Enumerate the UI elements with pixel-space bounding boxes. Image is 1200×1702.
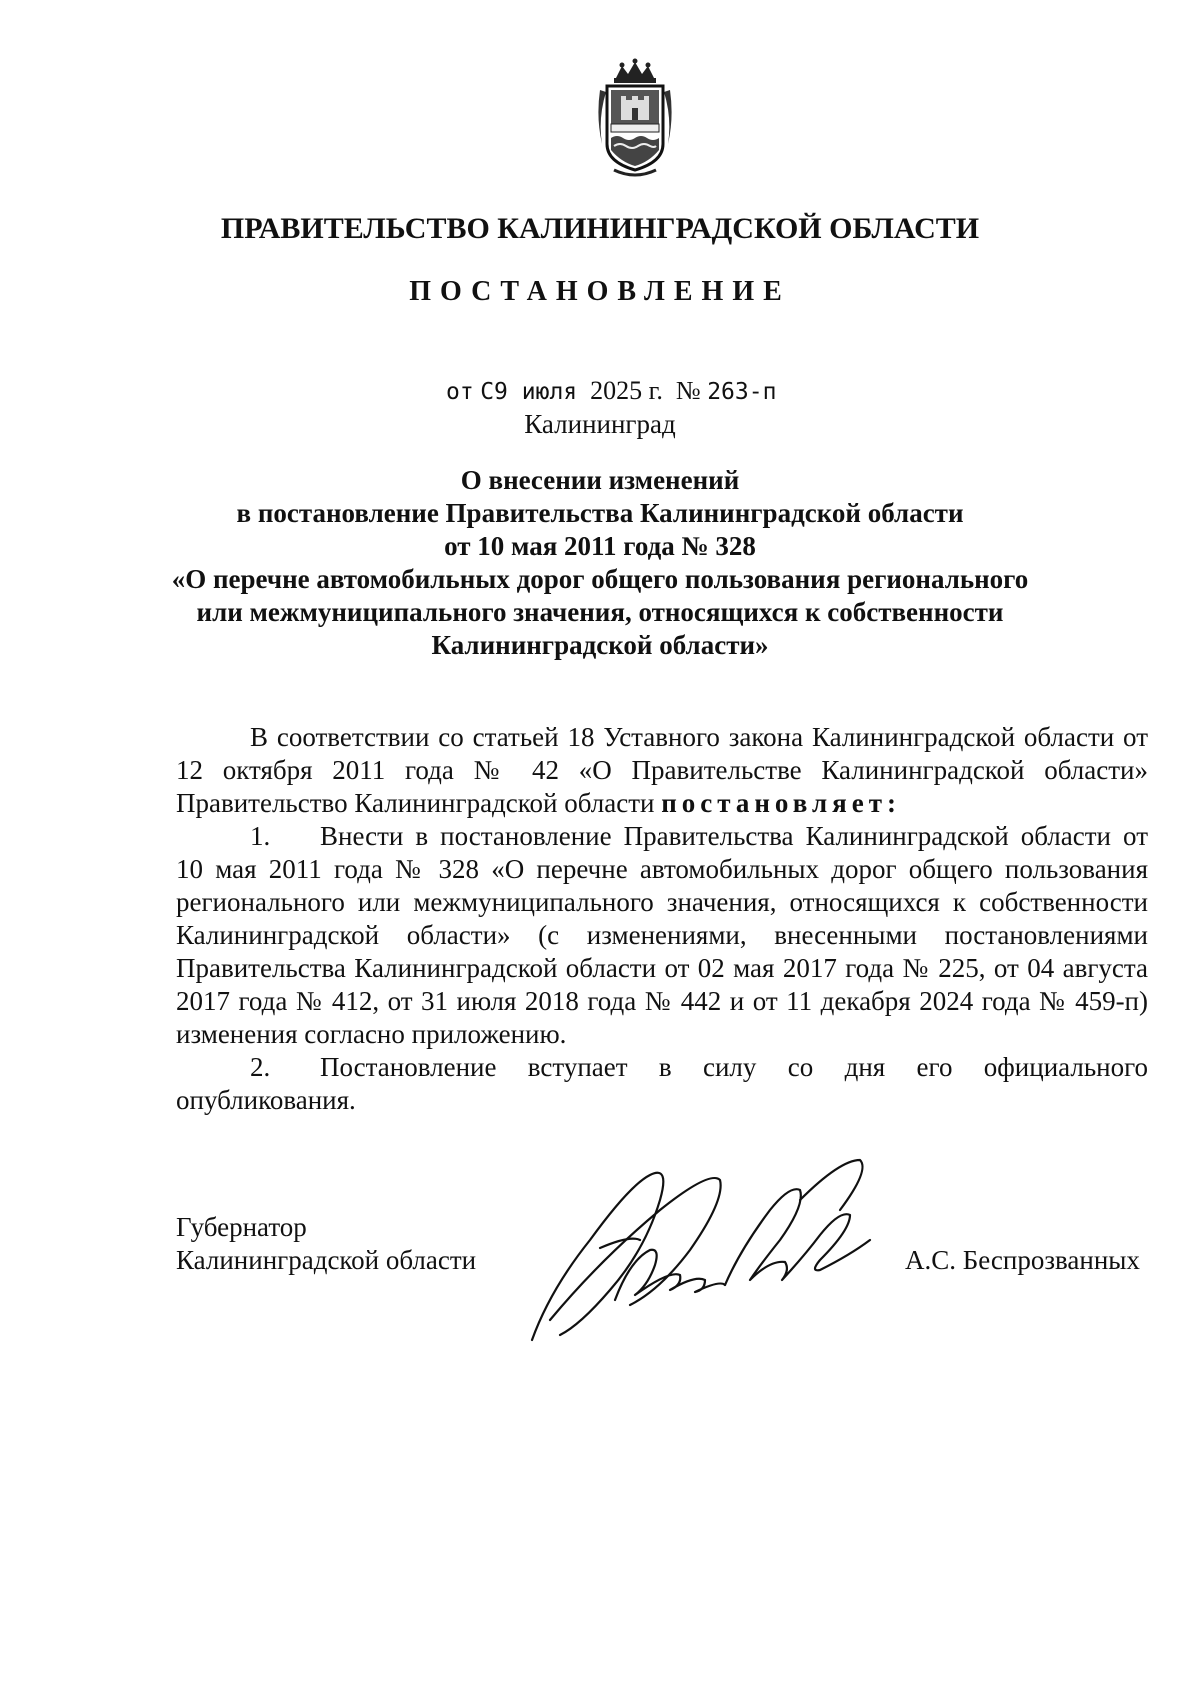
- number-sign: №: [675, 376, 701, 405]
- decree-word: постановляет:: [661, 788, 901, 818]
- coat-of-arms-icon: [594, 58, 676, 180]
- item-number: 2.: [250, 1052, 271, 1082]
- signatory-name: А.С. Беспрозванных: [905, 1245, 1140, 1275]
- item-text: Внести в постановление Правительства Калининградской области от 10 мая 2011 года № 328 «О перечне автомобильных дорог общего пользования регионального или межмуниципального значения, относящихся к собственности Калининградской области» (с изменениями, внесенными постановлениями Правительства Калининградской области от 02 мая 2017 года № 225, от 04 августа 2017 года № 412, от 31 июля 2018 года № 442 и от 11 декабря 2024 года № 459-п) изменения согласно приложению.: [176, 821, 1148, 1049]
- document-date-line: [446, 376, 776, 406]
- subject-line: от 10 мая 2011 года № 328: [444, 531, 756, 561]
- document-subject: [0, 464, 1200, 662]
- subject-line: или межмуниципального значения, относящихся к собственности: [196, 597, 1004, 627]
- preamble-paragraph: [176, 721, 1148, 820]
- subject-line: «О перечне автомобильных дорог общего пользования регионального: [171, 564, 1029, 594]
- document-body: [176, 721, 1148, 1117]
- document-number: 263-п: [707, 379, 777, 405]
- document-type: ПОСТАНОВЛЕНИЕ: [409, 276, 791, 307]
- government-title: ПРАВИТЕЛЬСТВО КАЛИНИНГРАДСКОЙ ОБЛАСТИ: [220, 212, 980, 245]
- item-paragraph-2: [176, 1051, 1148, 1117]
- subject-line: Калининградской области»: [431, 630, 769, 660]
- item-text: Постановление вступает в силу со дня его официального опубликования.: [176, 1052, 1148, 1115]
- date-day-month: С9 июля: [480, 379, 578, 405]
- item-number: 1.: [250, 821, 271, 851]
- position-line: Губернатор: [176, 1212, 307, 1242]
- date-year: 2025 г.: [590, 376, 663, 405]
- date-prefix: от: [446, 379, 474, 405]
- handwritten-signature: [520, 1140, 940, 1360]
- item-paragraph-1: [176, 820, 1148, 1051]
- preamble-text: В соответствии со статьей 18 Уставного закона Калининградской области от 12 октября 2011 года № 42 «О Правительстве Калининградской области» Правительство Калининградской области: [176, 722, 1148, 818]
- subject-line: в постановление Правительства Калининградской области: [236, 498, 964, 528]
- position-line: Калининградской области: [176, 1245, 477, 1275]
- subject-line: О внесении изменений: [460, 465, 740, 495]
- signatory-position: [176, 1211, 476, 1277]
- city: Калининград: [524, 409, 676, 439]
